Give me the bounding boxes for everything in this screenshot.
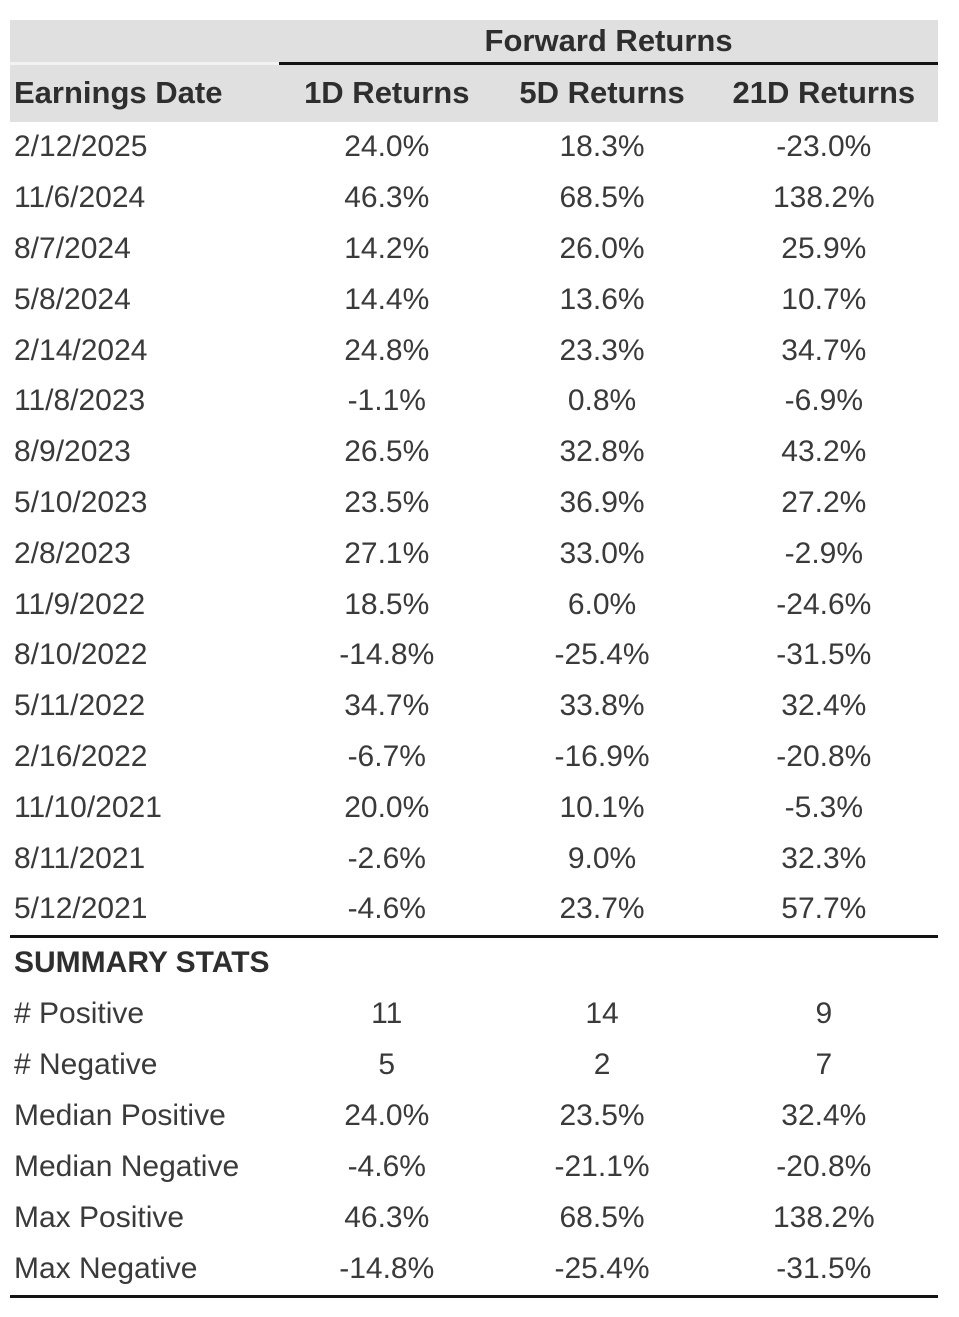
- return-value-cell: 33.0%: [559, 536, 645, 570]
- return-value-cell: 20.0%: [344, 790, 430, 824]
- table-row: [10, 579, 938, 630]
- return-value-cell: 32.3%: [781, 841, 867, 875]
- return-value-cell: 14.2%: [344, 231, 430, 265]
- summary-stat-label: Max Positive: [14, 1201, 185, 1235]
- return-value-cell: 34.7%: [781, 333, 867, 367]
- return-value-cell: 46.3%: [344, 181, 430, 215]
- summary-stats-title: SUMMARY STATS: [10, 936, 938, 989]
- earnings-date-cell: 5/12/2021: [14, 892, 148, 926]
- summary-stat-label: # Negative: [14, 1048, 158, 1082]
- return-value-cell: -2.9%: [784, 536, 864, 570]
- earnings-date-cell: 2/8/2023: [14, 536, 131, 570]
- return-value-cell: -21.1%: [554, 1150, 650, 1184]
- return-value-cell: -20.8%: [776, 1150, 872, 1184]
- return-value-cell: 36.9%: [559, 485, 645, 519]
- return-value-cell: 138.2%: [772, 1201, 875, 1235]
- return-value-cell: 14.4%: [344, 282, 430, 316]
- return-value-cell: 5: [378, 1048, 396, 1082]
- summary-stat-label: Max Negative: [10, 1244, 279, 1297]
- return-value-cell: 24.0%: [344, 1099, 430, 1133]
- earnings-date-cell: 11/9/2022: [14, 587, 146, 621]
- return-value-cell: 32.4%: [781, 689, 867, 723]
- return-value-cell: 23.3%: [559, 333, 645, 367]
- return-value-cell: -4.6%: [347, 892, 426, 926]
- return-value-cell: 24.8%: [344, 333, 430, 367]
- earnings-date-cell: 2/12/2025: [14, 130, 148, 164]
- earnings-date-cell: 5/8/2024: [14, 282, 131, 316]
- return-value-cell: -31.5%: [776, 638, 872, 672]
- earnings-date-cell: 8/10/2022: [14, 638, 148, 672]
- return-value-cell: -6.7%: [347, 739, 426, 773]
- summary-stat-row: [10, 1193, 938, 1244]
- table-row: [10, 630, 938, 681]
- table-row: [10, 325, 938, 376]
- summary-stat-label: Median Positive: [14, 1099, 226, 1133]
- table-row: [10, 427, 938, 478]
- return-value-cell: -25.4%: [494, 1244, 709, 1297]
- return-value-cell: -1.1%: [347, 384, 426, 418]
- return-value-cell: 6.0%: [567, 587, 637, 621]
- returns-table-body: [10, 122, 938, 936]
- table-row: [10, 528, 938, 579]
- return-value-cell: 18.5%: [344, 587, 430, 621]
- table-row: [10, 376, 938, 427]
- column-header-21d-returns: 21D Returns: [732, 75, 916, 111]
- return-value-cell: -20.8%: [776, 739, 872, 773]
- return-value-cell: -6.9%: [784, 384, 864, 418]
- return-value-cell: 27.2%: [781, 485, 867, 519]
- summary-stat-row: [10, 989, 938, 1040]
- earnings-date-cell: 2/16/2022: [14, 739, 148, 773]
- return-value-cell: 9.0%: [567, 841, 637, 875]
- table-row: [10, 681, 938, 732]
- summary-stats-title-row: [10, 936, 938, 989]
- return-value-cell: 10.7%: [781, 282, 867, 316]
- return-value-cell: -23.0%: [776, 130, 872, 164]
- earnings-date-cell: 2/14/2024: [14, 333, 148, 367]
- summary-stat-row: [10, 1040, 938, 1091]
- group-header-row: [10, 20, 938, 63]
- earnings-date-cell: 11/8/2023: [14, 384, 146, 418]
- column-header-5d-returns: 5D Returns: [519, 75, 685, 111]
- return-value-cell: 0.8%: [567, 384, 637, 418]
- return-value-cell: -4.6%: [347, 1150, 426, 1184]
- return-value-cell: 27.1%: [344, 536, 430, 570]
- return-value-cell: 68.5%: [559, 181, 645, 215]
- earnings-returns-table: [10, 20, 938, 1298]
- return-value-cell: 9: [815, 997, 833, 1031]
- table-header: [10, 20, 938, 122]
- return-value-cell: 57.7%: [781, 892, 867, 926]
- return-value-cell: -5.3%: [784, 790, 864, 824]
- return-value-cell: -14.8%: [339, 638, 435, 672]
- return-value-cell: 23.5%: [344, 485, 430, 519]
- return-value-cell: 7: [815, 1048, 833, 1082]
- return-value-cell: 138.2%: [772, 181, 875, 215]
- summary-stat-label: Median Negative: [14, 1150, 240, 1184]
- return-value-cell: 2: [593, 1048, 611, 1082]
- return-value-cell: 13.6%: [559, 282, 645, 316]
- column-header-row: [10, 63, 938, 122]
- return-value-cell: -24.6%: [776, 587, 872, 621]
- summary-stat-label: # Positive: [14, 997, 145, 1031]
- table-row: [10, 833, 938, 884]
- return-value-cell: 33.8%: [559, 689, 645, 723]
- table-row: [10, 274, 938, 325]
- return-value-cell: 23.5%: [559, 1099, 645, 1133]
- earnings-date-cell: 8/7/2024: [14, 231, 131, 265]
- table-row: [10, 884, 938, 936]
- return-value-cell: 32.4%: [781, 1099, 867, 1133]
- return-value-cell: -25.4%: [554, 638, 650, 672]
- return-value-cell: -16.9%: [554, 739, 650, 773]
- column-header-1d-returns: 1D Returns: [304, 75, 470, 111]
- summary-stat-row: [10, 1091, 938, 1142]
- return-value-cell: -2.6%: [347, 841, 426, 875]
- earnings-date-cell: 11/6/2024: [14, 181, 146, 215]
- return-value-cell: -31.5%: [710, 1244, 938, 1297]
- return-value-cell: 11: [371, 997, 403, 1031]
- table-row: [10, 224, 938, 275]
- return-value-cell: 25.9%: [781, 231, 867, 265]
- return-value-cell: 68.5%: [559, 1201, 645, 1235]
- earnings-date-cell: 5/10/2023: [14, 485, 148, 519]
- table-row: [10, 782, 938, 833]
- earnings-date-cell: 11/10/2021: [14, 790, 162, 824]
- return-value-cell: 14: [585, 997, 619, 1031]
- table-row: [10, 478, 938, 529]
- return-value-cell: 23.7%: [559, 892, 645, 926]
- table-row: [10, 173, 938, 224]
- group-header-spacer: [10, 20, 279, 63]
- column-header-earnings-date: Earnings Date: [14, 75, 223, 111]
- return-value-cell: 24.0%: [344, 130, 430, 164]
- forward-returns-group-header: Forward Returns: [279, 20, 938, 63]
- return-value-cell: 10.1%: [559, 790, 645, 824]
- return-value-cell: -14.8%: [279, 1244, 494, 1297]
- return-value-cell: 34.7%: [344, 689, 430, 723]
- return-value-cell: 26.0%: [559, 231, 645, 265]
- return-value-cell: 32.8%: [559, 435, 645, 469]
- return-value-cell: 46.3%: [344, 1201, 430, 1235]
- table-row: [10, 122, 938, 173]
- earnings-date-cell: 8/11/2021: [14, 841, 146, 875]
- return-value-cell: 26.5%: [344, 435, 430, 469]
- earnings-returns-table-container: [10, 20, 938, 1298]
- earnings-date-cell: 5/11/2022: [14, 689, 146, 723]
- earnings-date-cell: 8/9/2023: [14, 435, 131, 469]
- return-value-cell: 18.3%: [559, 130, 645, 164]
- summary-stat-row: [10, 1244, 938, 1297]
- summary-stat-row: [10, 1142, 938, 1193]
- summary-stats-body: [10, 936, 938, 1296]
- return-value-cell: 43.2%: [781, 435, 867, 469]
- table-row: [10, 732, 938, 783]
